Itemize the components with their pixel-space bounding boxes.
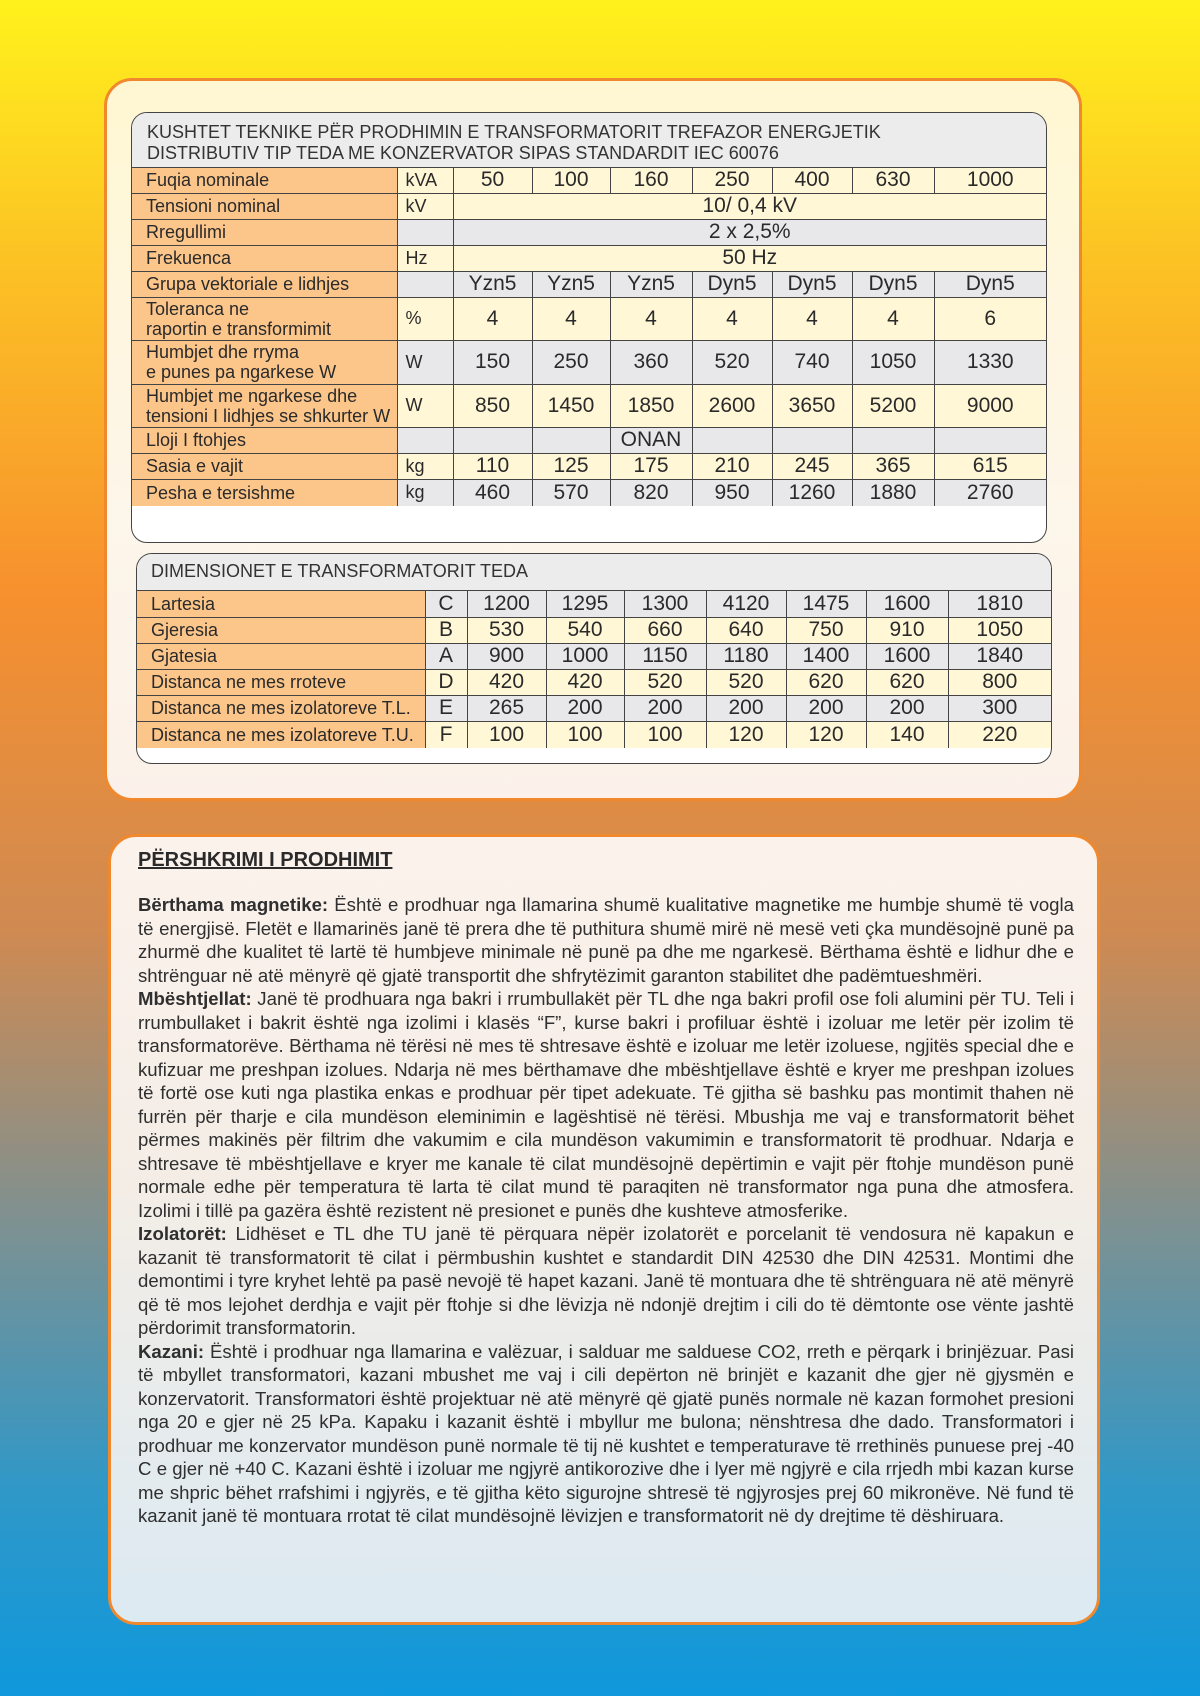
value-cell: 1200 [467,591,546,617]
value-cell: 150 [453,340,532,384]
value-cell: 1000 [934,168,1046,193]
row-label: Lloji I ftohjes [132,427,397,453]
value-cell: 1850 [610,384,692,427]
value-cell: 540 [546,617,624,643]
value-cell: 360 [610,340,692,384]
value-cell: 620 [866,669,948,695]
table-row [137,643,1051,669]
value-cell: 200 [546,695,624,721]
value-cell: 520 [706,669,786,695]
value-cell: 50 [453,168,532,193]
value-cell: Dyn5 [692,271,772,297]
value-cell: 265 [467,695,546,721]
value-cell: 1330 [934,340,1046,384]
row-label: Fuqia nominale [132,168,397,193]
value-cell: 100 [467,721,546,748]
value-cell: Dyn5 [772,271,852,297]
value-cell: 460 [453,479,532,506]
row-label: Gjeresia [137,617,425,643]
paragraph-windings [138,987,1074,1222]
section-heading: PËRSHKRIMI I PRODHIMIT [138,849,393,871]
table-row [132,453,1046,479]
value-cell: 910 [866,617,948,643]
table-row [132,193,1046,219]
merged-value-cell: 10/ 0,4 kV [453,193,1046,219]
value-cell: 4 [453,297,532,340]
value-cell: 6 [934,297,1046,340]
value-cell: 520 [692,340,772,384]
unit-cell: % [397,297,453,340]
unit-cell [397,219,453,245]
value-cell: 4 [772,297,852,340]
value-cell: 1300 [624,591,706,617]
table-row [132,168,1046,193]
value-cell: 1600 [866,643,948,669]
paragraph-text: Është i prodhuar nga llamarina e valëzuar, i salduar me salduese CO2, rreth e përqark i brinjëzuar. Pasi të mbyllet transformatori, kazani mbushet me vaj i cili depërton në brinjët e kazanit dhe gjer në gjysmën e konzervatorit. Transformatori është projektuar në atë mënyrë që gjatë punës normale në kazan formohet presioni nga 20 e gjer në 25 kPa. Kapaku i kazanit është i mbyllur me bulona; nënshtresa dhe dado. Transformatori i prodhuar me konzervator mundëson punë normale të tij në kushtet e temperaturave të rrethinës punuese prej -40 C e gjer në +40 C. Kazani është i izoluar me ngjyrë antikorozive dhe i lyer më ngjyrë e cila rrjedh mbi kazan kurse me shpric bëhet rrafshimi i ngjyrës, e të gjitha këto sigurojne shtresë të ngjyrosjes prej 60 mikronëve. Në fund të kazanit janë të montuara rrotat të cilat mundësojnë lëvizjen e transformatorit në dy drejtime të dëshiruara. [138,1340,1074,1526]
value-cell: 100 [624,721,706,748]
term: Izolatorët: [138,1223,227,1244]
value-cell [453,427,532,453]
paragraph-core [138,893,1074,987]
value-cell: 1180 [706,643,786,669]
description-body [138,893,1074,1528]
unit-cell: kVA [397,168,453,193]
row-label-line: raportin e transformimit [146,318,332,339]
value-cell: 850 [453,384,532,427]
merged-value-cell: 2 x 2,5% [453,219,1046,245]
value-cell: 160 [610,168,692,193]
dimension-code: D [425,669,467,695]
dimension-code: C [425,591,467,617]
value-cell: 620 [786,669,866,695]
merged-value-cell: 50 Hz [453,245,1046,271]
value-cell: 4 [852,297,934,340]
table-row [132,427,1046,453]
value-cell: 110 [453,453,532,479]
value-cell: 570 [532,479,610,506]
table-row [137,617,1051,643]
value-cell: 9000 [934,384,1046,427]
row-label [132,384,397,427]
value-cell: 1295 [546,591,624,617]
value-cell: 220 [948,721,1051,748]
value-cell: 740 [772,340,852,384]
value-cell: 1450 [532,384,610,427]
value-cell: 200 [866,695,948,721]
row-label: Sasia e vajit [132,453,397,479]
technical-conditions-table [131,112,1047,543]
table-row [132,479,1046,506]
value-cell: 1810 [948,591,1051,617]
value-cell: 1840 [948,643,1051,669]
row-label: Distanca ne mes izolatoreve T.L. [137,695,425,721]
unit-cell: W [397,340,453,384]
row-label [132,297,397,340]
value-cell: 630 [852,168,934,193]
dimension-code: B [425,617,467,643]
value-cell: 1400 [786,643,866,669]
value-cell: Dyn5 [852,271,934,297]
value-cell: 4 [610,297,692,340]
value-cell: 750 [786,617,866,643]
value-cell: 640 [706,617,786,643]
value-cell: Yzn5 [453,271,532,297]
value-cell: 950 [692,479,772,506]
value-cell: Dyn5 [934,271,1046,297]
value-cell: 1260 [772,479,852,506]
row-label: Tensioni nominal [132,193,397,219]
term: Bërthama magnetike: [138,894,329,915]
value-cell: 4120 [706,591,786,617]
row-label [132,340,397,384]
value-cell: 400 [772,168,852,193]
paragraph-text: Lidhëset e TL dhe TU janë të përquara nëpër izolatorët e porcelanit të vendosura në kapakun e kazanit të transformatorit të cilat i përmbushin kushtet e standardit DIN 42530 dhe DIN 42531. Montimi dhe demontimi i tyre kryhet lehtë pa pasë nevojë të hapet kazani. Janë të montuara dhe të shtrënguara në atë mënyrë që të mos lejohet derdhja e vajit për ftohje si dhe lëvizja në ndonjë drejtim i cili do të dëmtonte ose vënte jashtë përdorimit transformatorin. [138,1223,1074,1338]
value-cell: 2760 [934,479,1046,506]
paragraph-tank [138,1340,1074,1528]
unit-cell: Hz [397,245,453,271]
value-cell: 200 [706,695,786,721]
value-cell: 520 [624,669,706,695]
value-cell: 4 [692,297,772,340]
row-label: Distanca ne mes izolatoreve T.U. [137,721,425,748]
row-label-line: Humbjet dhe rryma [146,342,300,362]
value-cell: 4 [532,297,610,340]
table-row [137,669,1051,695]
row-label: Lartesia [137,591,425,617]
unit-cell: kg [397,479,453,506]
value-cell: 900 [467,643,546,669]
row-label: Grupa vektoriale e lidhjes [132,271,397,297]
value-cell: 2600 [692,384,772,427]
value-cell: 1150 [624,643,706,669]
row-label: Rregullimi [132,219,397,245]
value-cell: 420 [467,669,546,695]
dimension-code: E [425,695,467,721]
value-cell: 660 [624,617,706,643]
unit-cell [397,427,453,453]
value-cell [934,427,1046,453]
unit-cell: W [397,384,453,427]
value-cell: 175 [610,453,692,479]
value-cell: 140 [866,721,948,748]
value-cell: 250 [692,168,772,193]
value-cell: ONAN [610,427,692,453]
value-cell: 125 [532,453,610,479]
table-row [132,340,1046,384]
table-row [132,219,1046,245]
row-label-line: tensioni I lidhjes se shkurter W [146,405,391,426]
title-line-1: KUSHTET TEKNIKE PËR PRODHIMIN E TRANSFORMATORIT TREFAZOR ENERGJETIK [147,122,881,142]
value-cell: 1600 [866,591,948,617]
value-cell: 100 [532,168,610,193]
value-cell: 615 [934,453,1046,479]
dimension-code: F [425,721,467,748]
table-title [132,113,1046,168]
unit-cell: kg [397,453,453,479]
title-line-2: DISTRIBUTIV TIP TEDA ME KONZERVATOR SIPAS STANDARDIT IEC 60076 [147,143,779,163]
row-label: Distanca ne mes rroteve [137,669,425,695]
row-label-line: e punes pa ngarkese W [146,362,337,382]
dims-grid [137,591,1051,748]
value-cell: Yzn5 [610,271,692,297]
paragraph-text: Është e prodhuar nga llamarina shumë kualitative magnetike me humbje shumë të vogla të energjisë. Fletët e llamarinës janë të prera dhe të puthitura shumë mirë në mesë veti çka mundësojnë punë pa zhurmë dhe kualitet të lartë të humbjeve minimale në punë pa dhe me ngarkesë. Bërthama është e lidhur dhe e shtrënguar në atë mënyrë që gjatë transportit dhe shfrytëzimit garanton stabilitet dhe padëmtueshmëri. [138,894,1074,986]
row-label: Pesha e tersishme [132,479,397,506]
value-cell: Yzn5 [532,271,610,297]
value-cell: 100 [546,721,624,748]
value-cell: 210 [692,453,772,479]
value-cell: 820 [610,479,692,506]
value-cell: 300 [948,695,1051,721]
table-row [132,245,1046,271]
value-cell [852,427,934,453]
value-cell: 245 [772,453,852,479]
value-cell [532,427,610,453]
dimensions-table [136,553,1052,764]
value-cell: 1880 [852,479,934,506]
value-cell: 3650 [772,384,852,427]
value-cell: 1000 [546,643,624,669]
table-row [132,384,1046,427]
value-cell: 5200 [852,384,934,427]
table-title: DIMENSIONET E TRANSFORMATORIT TEDA [137,554,1051,591]
table-row [137,591,1051,617]
value-cell: 365 [852,453,934,479]
row-label: Frekuenca [132,245,397,271]
tech-grid [132,168,1046,506]
table-row [132,297,1046,340]
value-cell: 120 [786,721,866,748]
value-cell: 530 [467,617,546,643]
dimension-code: A [425,643,467,669]
paragraph-insulators [138,1222,1074,1340]
row-label-line: Toleranca ne [146,298,250,319]
table-row [132,271,1046,297]
row-label-line: Humbjet me ngarkese dhe [146,385,358,406]
table-row [137,721,1051,748]
term: Mbështjellat: [138,988,252,1009]
value-cell: 250 [532,340,610,384]
value-cell: 800 [948,669,1051,695]
value-cell: 200 [624,695,706,721]
value-cell: 1050 [948,617,1051,643]
paragraph-text: Janë të prodhuara nga bakri i rrumbullakët për TL dhe nga bakri profil ose foli alumini për TU. Teli i rrumbullaket i bakrit është nga izolimi i klasës “F”, kurse bakri i profiluar është i izoluar me letër për izolim të transformatorëve. Bërthama në tërësi në mes të shtresave është e izoluar me letër izoluese, ngjitës special dhe e kufizuar me preshpan izolues. Ndarja në mes bërthamave dhe mbështjellave është e kryer me preshpan izolues të fortë ose kuti nga plastika enkas e prodhuar për tipet adekuate. Të gjitha së bashku pas montimit thahen në furrën për tharje e cila mundëson eleminimin e lagështisë në tërësi. Mbushja me vaj e transformatorit bëhet përmes makinës për filtrim dhe vakumim e cila mundëson vakumimin e transformatorit të prodhuar. Ndarja e shtresave të mbështjellave e kryer me kanale të cilat mundësojnë depërtimin e vajit për ftohje mundëson punë normale edhe për temperatura të larta të cilat mund të paraqiten në transformator nga puna dhe atmosfera. Izolimi i tillë pa gazëra është rezistent në presionet e punës dhe kushteve atmosferike. [138,988,1074,1221]
value-cell: 200 [786,695,866,721]
value-cell: 1475 [786,591,866,617]
value-cell: 1050 [852,340,934,384]
unit-cell [397,271,453,297]
value-cell: 420 [546,669,624,695]
table-row [137,695,1051,721]
value-cell [772,427,852,453]
value-cell: 120 [706,721,786,748]
unit-cell: kV [397,193,453,219]
row-label: Gjatesia [137,643,425,669]
term: Kazani: [138,1340,205,1362]
value-cell [692,427,772,453]
